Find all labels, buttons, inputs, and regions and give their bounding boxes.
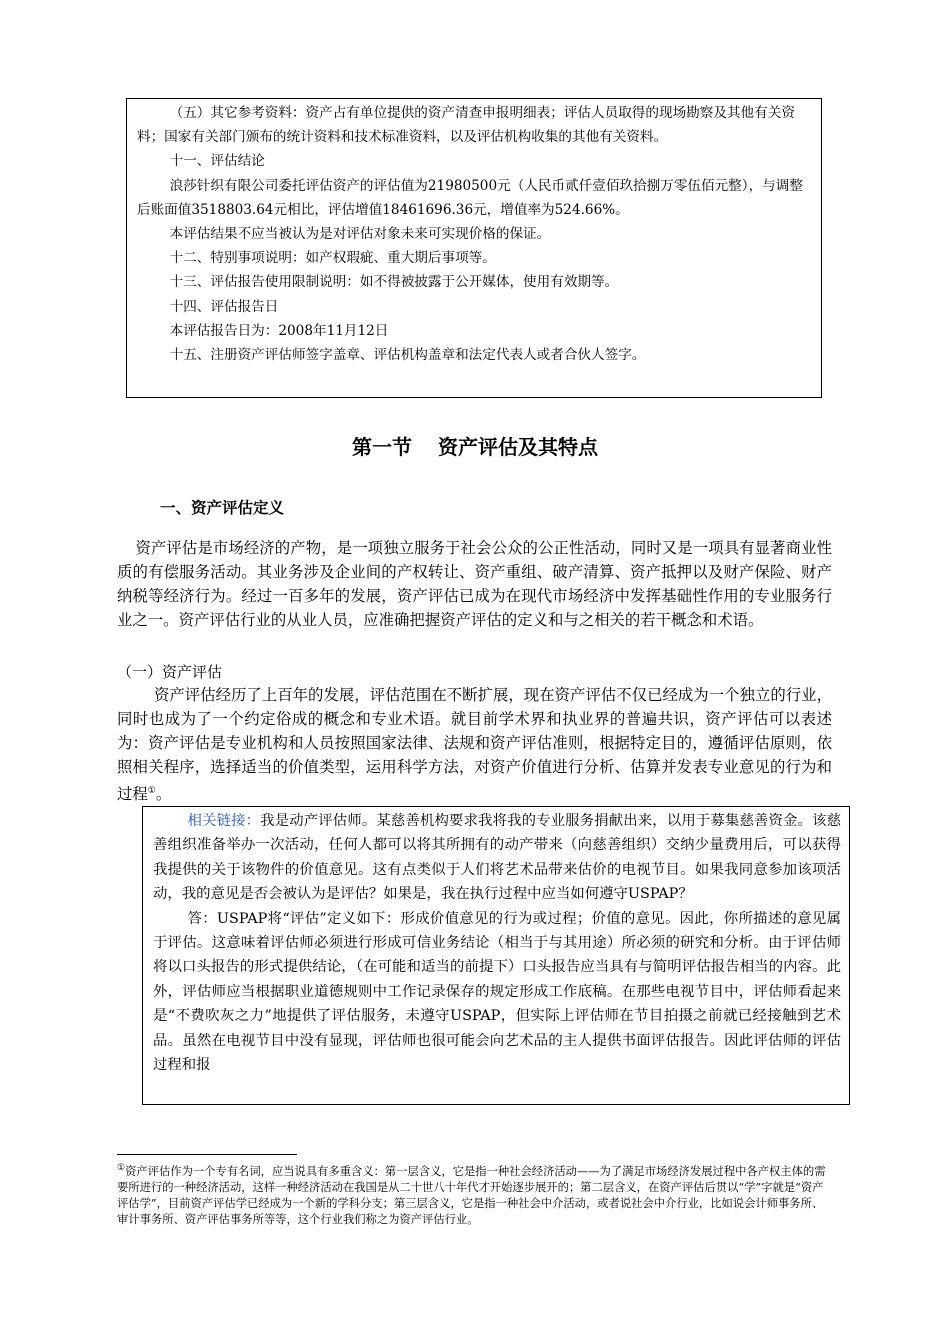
usage-limits-paragraph: 十三、评估报告使用限制说明：如不得被披露于公开媒体，使用有效期等。 [169,274,619,291]
conclusion-paragraph: 浪莎针织有限公司委托评估资产的评估值为21980500元（人民币贰仟壹佰玖拾捌万零伍佰元整），与调整后账面值3518803.64元相比，评估增值18461696.36元，增值率为524.66%。 [137,177,803,218]
related-link-answer: 答：USPAP将“评估”定义如下：形成价值意见的行为或过程；价值的意见。因此，你所描述的意见属于评估。这意味着评估师必须进行形成可信业务结论（相当于与其用途）所必须的研究和分析。由于评估师将以口头报告的形式提供结论，（在可能和适当的前提下）口头报告应当具有与简明评估报告相当的内容。此外，评估师应当根据职业道德规则中工作记录保存的规定形成工作底稿。在那些电视节目中，评估师看起来是“不费吹灰之力”地提供了评估服务，未遵守USPAP，但实际上评估师在节目拍摄之前就已经接触到艺术品。虽然在电视节目中没有显现，评估师也很可能会向艺术品的主人提供书面评估报告。因此评估师的评估过程和报 [153,910,841,1074]
footnote-separator [117,1154,297,1155]
special-matters-paragraph: 十二、特别事项说明：如产权瑕疵、重大期后事项等。 [169,250,496,267]
intro-block [117,536,832,632]
sub-heading-asset-appraisal: （一）资产评估 [117,663,223,681]
disclaimer-paragraph: 本评估结果不应当被认为是对评估对象未来可实现价格的保证。 [169,226,551,243]
related-link-label: 相关链接： [187,813,261,829]
definition-text: 资产评估经历了上百年的发展，评估范围在不断扩展，现在资产评估不仅已经成为一个独立的行业，同时也成为了一个约定俗成的概念和专业术语。就目前学术界和执业界的普遍共识，资产评估可以表述为：资产评估是专业机构和人员按照国家法律、法规和资产评估准则，根据特定目的，遵循评估原则，依照相关程序，选择适当的价值类型，运用科学方法，对资产价值进行分析、估算并发表专业意见的行为和过程 [117,686,832,804]
footnote-paragraph [117,1160,832,1228]
appraisal-report-excerpt-box [126,98,822,398]
footnote-mark: ① [117,1163,126,1173]
definition-paragraph: 资产评估经历了上百年的发展，评估范围在不断扩展，现在资产评估不仅已经成为一个独立的行业，同时也成为了一个约定俗成的概念和专业术语。就目前学术界和执业界的普遍共识，资产评估可以表述为：资产评估是专业机构和人员按照国家法律、法规和资产评估准则，根据特定目的，遵循评估原则，依照相关程序，选择适当的价值类型，运用科学方法，对资产价值进行分析、估算并发表专业意见的行为和过程①。 [117,686,832,804]
question-text: 我是动产评估师。某慈善机构要求我将我的专业服务捐献出来，以用于募集慈善资金。该慈善组织准备举办一次活动，任何人都可以将其所拥有的动产带来（向慈善组织）交纳少量费用后，可以获得我提供的关于该物件的价值意见。这有点类似于人们将艺术品带来估价的电视节目。如果我同意参加该项活动，我的意见是否会被认为是评估？如果是，我在执行过程中应当如何遵守USPAP？ [153,813,841,903]
section-number: 第一节 [352,435,412,459]
signature-paragraph: 十五、注册资产评估师签字盖章、评估机构盖章和法定代表人或者合伙人签字。 [169,347,646,364]
related-link-question [153,809,841,907]
subsection-heading: 一、资产评估定义 [160,499,285,517]
section-name: 资产评估及其特点 [438,435,598,459]
conclusion-heading: 十一、评估结论 [169,153,265,170]
definition-block [117,683,832,806]
reference-materials-paragraph: （五）其它参考资料：资产占有单位提供的资产清查申报明细表；评估人员取得的现场勘察及其他有关资料；国家有关部门颁布的统计资料和技术标准资料，以及评估机构收集的其他有关资料。 [137,105,795,146]
footnote-text: 资产评估作为一个专有名词，应当说具有多重含义：第一层含义，它是指一种社会经济活动——为了满足市场经济发展过程中各产权主体的需要所进行的一种经济活动，这样一种经济活动在我国是从二十世八十年代才开始逐步展开的；第二层含义，在资产评估后贯以“学”字就是“资产评估学”，目前资产评估学已经成为一个新的学科分支；第三层含义，它是指一种社会中介活动，或者说社会中介行业，比如说会计师事务所、审计事务所、资产评估事务所等等，这个行业我们称之为资产评估行业。 [117,1164,826,1226]
intro-paragraph: 资产评估是市场经济的产物，是一项独立服务于社会公众的公正性活动，同时又是一项具有显著商业性质的有偿服务活动。其业务涉及企业间的产权转让、资产重组、破产清算、资产抵押以及财产保险、财产纳税等经济行为。经过一百多年的发展，资产评估已成为在现代市场经济中发挥基础性作用的专业服务行业之一。资产评估行业的从业人员，应准确把握资产评估的定义和与之相关的若干概念和术语。 [117,539,832,629]
section-title [0,432,950,462]
report-date-heading: 十四、评估报告日 [169,298,279,315]
related-link-box [142,806,850,1105]
report-date-paragraph: 本评估报告日为：2008年11月12日 [169,322,389,339]
footnote-reference[interactable]: ① [147,786,156,796]
footnote [117,1160,832,1228]
